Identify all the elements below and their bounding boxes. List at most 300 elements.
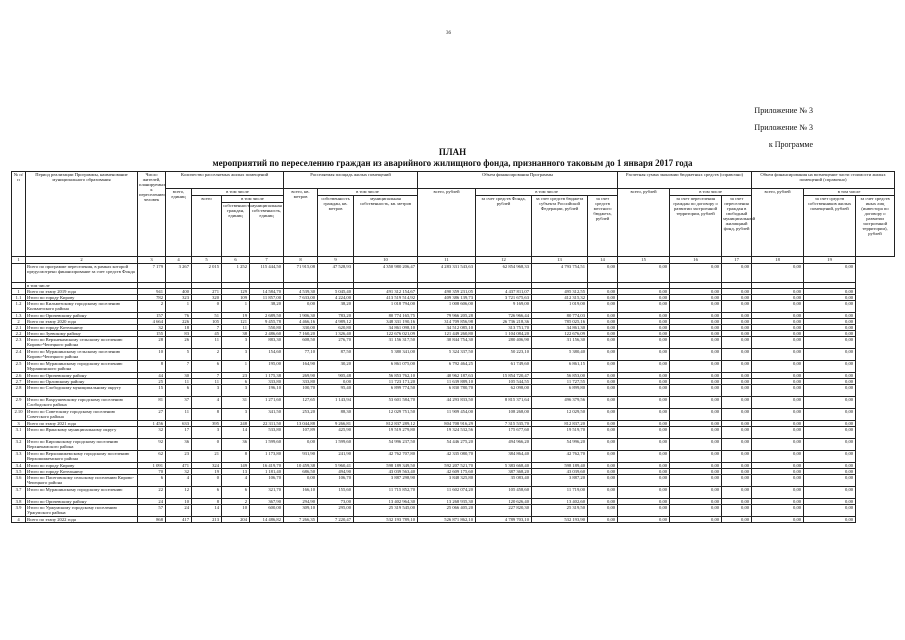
- row-value: 44: [138, 373, 166, 379]
- row-value: 0,00: [804, 295, 856, 301]
- row-value: 0,00: [722, 409, 752, 421]
- row-value: 0,00: [588, 427, 618, 439]
- row-value: 79 966 205,28: [418, 313, 476, 319]
- row-number: 3.4: [12, 463, 26, 469]
- row-value: 2 486,60: [250, 331, 284, 337]
- row-value: 0,00: [670, 499, 722, 505]
- row-number: 2.4: [12, 349, 26, 361]
- row-value: 15: [138, 385, 166, 397]
- row-value: 115 444,50: [250, 264, 284, 283]
- row-value: 62 098,00: [476, 385, 532, 397]
- row-name: Итого по Вахрушевскому городскому поселению Слободского района: [26, 397, 138, 409]
- row-value: 0,00: [670, 463, 722, 469]
- row-value: 0,00: [722, 373, 752, 379]
- row-value: 19: [192, 469, 222, 475]
- row-value: 14: [222, 427, 250, 439]
- row-value: 0,00: [722, 463, 752, 469]
- row-value: 0,00: [670, 397, 722, 409]
- row-value: 387 368,20: [476, 469, 532, 475]
- row-name: Итого по Уржумскому городскому поселению Уржумского района: [26, 505, 138, 517]
- row-value: 0,00: [752, 439, 804, 451]
- row-value: 295,00: [318, 505, 354, 517]
- row-value: 0,00: [722, 451, 752, 463]
- row-value: 14 486,82: [250, 517, 284, 523]
- row-value: 0,00: [670, 385, 722, 397]
- row-value: 280 406,90: [476, 337, 532, 349]
- row-value: 0,00: [588, 325, 618, 331]
- row-value: 3 887 298,90: [354, 475, 418, 487]
- row-value: 11 719,00: [532, 487, 588, 499]
- row-value: 109: [222, 295, 250, 301]
- column-index: 16: [670, 257, 722, 264]
- row-value: 1 181,40: [250, 469, 284, 475]
- row-value: 105: [192, 319, 222, 325]
- row-value: 19 519,70: [532, 427, 588, 439]
- row-value: 32: [138, 427, 166, 439]
- row-value: 12 029 751,50: [354, 409, 418, 421]
- row-value: 155: [138, 331, 166, 337]
- row-value: 80 774,03: [532, 313, 588, 319]
- row-value: 0,00: [722, 331, 752, 337]
- row-value: 0,00: [618, 409, 670, 421]
- row-value: 0,00: [752, 301, 804, 313]
- row-value: 324: [192, 463, 222, 469]
- row-value: 333,80: [284, 379, 318, 385]
- row-value: 0,00: [588, 475, 618, 487]
- row-value: 0: [192, 439, 222, 451]
- row-value: 0,00: [670, 264, 722, 283]
- row-value: 73,00: [318, 499, 354, 505]
- row-name: Итого по Мурашинскому городскому поселению Мурашинского района: [26, 361, 138, 373]
- row-value: 0,00: [804, 487, 856, 499]
- row-value: 6: [138, 475, 166, 487]
- row-value: 0,00: [722, 505, 752, 517]
- row-value: 0,00: [670, 337, 722, 349]
- row-value: 0,00: [670, 487, 722, 499]
- row-value: 107,89: [284, 427, 318, 439]
- row-value: 253,20: [284, 409, 318, 421]
- row-value: 0,00: [752, 463, 804, 469]
- row-value: 44 293 833,50: [418, 397, 476, 409]
- row-value: 9 455,78: [250, 319, 284, 325]
- row-value: 34 861 098,10: [354, 325, 418, 331]
- row-value: 32: [166, 469, 192, 475]
- header-extra-fund: Объем финансирования на возмещение части стоимости жилых помещений (справочно): [752, 172, 895, 189]
- row-value: 56 853,00: [532, 373, 588, 379]
- row-value: 491 312 154,67: [354, 289, 418, 295]
- row-value: 0,00: [618, 325, 670, 331]
- row-value: 26 736 218,36: [476, 319, 532, 325]
- table-row: [12, 337, 895, 349]
- row-value: 166,10: [284, 487, 318, 499]
- column-index: 18: [752, 257, 804, 264]
- row-value: 0,00: [722, 421, 752, 427]
- row-value: 0,00: [618, 313, 670, 319]
- row-value: 121 449 260,80: [418, 331, 476, 337]
- row-number: 1.2: [12, 301, 26, 313]
- row-value: 6: [222, 487, 250, 499]
- row-value: 0,00: [804, 397, 856, 409]
- row-value: 0,00: [752, 325, 804, 331]
- row-value: 30: [166, 373, 192, 379]
- row-value: 0,00: [670, 439, 722, 451]
- header-name: Период реализации Программы, наименование муниципального образования: [26, 172, 138, 257]
- row-value: 0,00: [804, 373, 856, 379]
- row-value: 0,00: [752, 397, 804, 409]
- row-value: 10: [222, 505, 250, 517]
- header-finance: Объем финансирования Программы: [418, 172, 618, 189]
- row-value: 532 193,90: [532, 517, 588, 523]
- row-value: 0,00: [804, 463, 856, 469]
- row-value: 4: [166, 475, 192, 487]
- row-value: 0,00: [752, 337, 804, 349]
- row-name: Итого по Кирсинскому городскому поселению Верхнекамского района: [26, 439, 138, 451]
- header-local: за счет средств местного бюджета, рублей: [588, 196, 618, 257]
- row-value: 0,00: [722, 475, 752, 487]
- table-row: [12, 397, 895, 409]
- row-value: 495 312,55: [532, 289, 588, 295]
- row-value: 0,00: [752, 385, 804, 397]
- row-number: 2.6: [12, 373, 26, 379]
- row-value: 0,00: [588, 361, 618, 373]
- row-number: 1.1: [12, 295, 26, 301]
- row-value: 0,00: [618, 469, 670, 475]
- row-value: 9 266,81: [318, 421, 354, 427]
- header-num: № п/п: [12, 172, 26, 257]
- row-value: 341,50: [250, 409, 284, 421]
- header-total-rub: всего, рублей: [418, 189, 476, 257]
- row-value: 149: [222, 463, 250, 469]
- row-value: 6 830 780,70: [418, 385, 476, 397]
- row-value: 25: [138, 379, 166, 385]
- row-value: 0,00: [588, 289, 618, 295]
- row-value: 0,00: [588, 517, 618, 523]
- row-value: 0,00: [804, 361, 856, 373]
- row-value: 81: [138, 397, 166, 409]
- row-value: 0,00: [722, 469, 752, 475]
- row-value: 0,00: [588, 295, 618, 301]
- header-including: в том числе: [804, 189, 895, 196]
- row-value: 11 715 852,70: [354, 487, 418, 499]
- column-index: 2: [26, 257, 138, 264]
- row-value: 3 267: [166, 264, 192, 283]
- row-value: 6: [166, 385, 192, 397]
- row-value: 54 996 237,50: [354, 439, 418, 451]
- header-including: в том числе: [222, 196, 284, 203]
- row-value: 38,20: [318, 301, 354, 313]
- row-value: 0,00: [752, 475, 804, 487]
- row-name: Итого по Орловскому району: [26, 379, 138, 385]
- row-value: 0,00: [670, 325, 722, 331]
- row-value: 0,00: [618, 373, 670, 379]
- header-f1: за счет средств собственников жилых помещений, рублей: [804, 196, 856, 257]
- row-value: 164,90: [284, 361, 318, 373]
- row-value: 0,00: [588, 505, 618, 517]
- row-value: 2: [138, 301, 166, 313]
- row-value: 4 466,16: [284, 319, 318, 325]
- row-value: 0,00: [284, 475, 318, 487]
- row-number: 2.8: [12, 385, 26, 397]
- row-value: 0,00: [618, 264, 670, 283]
- row-value: 0,00: [618, 475, 670, 487]
- row-value: 226: [166, 319, 192, 325]
- row-value: 9 169,00: [476, 301, 532, 313]
- header-private: собственность граждан, единиц: [222, 203, 250, 257]
- row-number: 3.1: [12, 427, 26, 439]
- row-value: 80 774 165,75: [354, 313, 418, 319]
- header-f2: за счет средств иных лиц (инвестора по договору о развитии застроенной территории), рублей: [856, 196, 895, 257]
- row-value: 3: [192, 427, 222, 439]
- row-value: 395: [192, 421, 222, 427]
- row-value: 30 844 754,30: [418, 337, 476, 349]
- row-value: 0,00: [670, 421, 722, 427]
- row-value: 5 324 337,50: [418, 349, 476, 361]
- row-value: 0,00: [618, 361, 670, 373]
- column-index: 8: [284, 257, 318, 264]
- row-value: 36: [166, 439, 192, 451]
- header-including: в том числе: [192, 189, 284, 196]
- row-value: 1: [222, 361, 250, 373]
- row-value: 10 459,38: [284, 463, 318, 469]
- page-number: 36: [446, 31, 451, 36]
- row-value: 92: [138, 439, 166, 451]
- row-value: 32: [138, 325, 166, 331]
- row-value: 22: [138, 487, 166, 499]
- row-value: 0,00: [588, 421, 618, 427]
- table-row: [12, 361, 895, 373]
- row-number: 3.6: [12, 475, 26, 487]
- row-value: 0,00: [618, 301, 670, 313]
- row-value: 348 331 190,16: [354, 319, 418, 325]
- table-row: [12, 451, 895, 463]
- row-value: 0,00: [588, 301, 618, 313]
- row-value: 0,00: [752, 499, 804, 505]
- row-value: 0,00: [722, 499, 752, 505]
- row-value: 409 386 139,73: [418, 295, 476, 301]
- row-name: Итого по Пасеговскому сельскому поселению Кирово-Чепецкого района: [26, 475, 138, 487]
- row-value: 23: [222, 373, 250, 379]
- row-value: 471: [166, 463, 192, 469]
- row-name: Всего по этапу 2019 года: [26, 289, 138, 295]
- row-value: 4 793 754,51: [532, 264, 588, 283]
- column-index: 15: [618, 257, 670, 264]
- table-row: [12, 409, 895, 421]
- column-index: 19: [804, 257, 856, 264]
- row-value: 726 966,44: [476, 313, 532, 319]
- table-row: [12, 349, 895, 361]
- row-value: 13: [222, 469, 250, 475]
- title-line1: ПЛАН: [438, 147, 467, 157]
- table-row: [12, 301, 895, 313]
- row-value: 11: [222, 325, 250, 331]
- column-index: 10: [354, 257, 418, 264]
- table-header: [12, 172, 895, 264]
- row-value: 25 319 545,00: [354, 505, 418, 517]
- row-value: 905,48: [318, 373, 354, 379]
- row-value: 7 179: [138, 264, 166, 283]
- row-value: 0,00: [618, 439, 670, 451]
- row-value: 1 599,60: [318, 439, 354, 451]
- header-total-rub: всего, рублей: [752, 189, 804, 257]
- header-municipal: муниципальная собственность, единиц: [250, 203, 284, 257]
- row-value: 3 721 675,63: [476, 295, 532, 301]
- header-e1: за счет переселения граждан по договору о развитии застроенной территории, рублей: [670, 196, 722, 257]
- row-value: 0,00: [804, 499, 856, 505]
- row-value: 54 446 275,20: [418, 439, 476, 451]
- row-value: 0,00: [804, 325, 856, 331]
- row-value: 0,00: [722, 517, 752, 523]
- row-name: Итого по Верхошижемскому городскому поселению Верхошижемского района: [26, 451, 138, 463]
- row-value: 5 380,40: [532, 349, 588, 361]
- row-value: 0,00: [752, 379, 804, 385]
- row-value: 0,00: [752, 373, 804, 379]
- row-value: 490 359 231,05: [418, 289, 476, 295]
- row-value: 154,60: [250, 349, 284, 361]
- row-value: 6: [192, 361, 222, 373]
- row-value: 0,00: [670, 295, 722, 301]
- row-number: 3.5: [12, 469, 26, 475]
- row-value: 0,00: [670, 349, 722, 361]
- row-value: 0,00: [722, 313, 752, 319]
- row-value: 0,00: [670, 469, 722, 475]
- row-value: 61 749,60: [476, 361, 532, 373]
- row-value: 6: [222, 379, 250, 385]
- row-value: 0,00: [618, 337, 670, 349]
- header-apartments: Количество расселяемых жилых помещений: [166, 172, 284, 189]
- row-value: 7 315 535,70: [476, 421, 532, 427]
- row-value: 13 402,60: [532, 499, 588, 505]
- row-value: 8: [138, 361, 166, 373]
- row-value: 7: [166, 361, 192, 373]
- row-value: 127,65: [284, 397, 318, 409]
- row-value: 47 528,93: [318, 264, 354, 283]
- row-number: 3: [12, 421, 26, 427]
- row-name: Итого по Верхнекамскому сельскому поселению Кирово-Чепецкого района: [26, 337, 138, 349]
- header-total: [166, 189, 192, 257]
- table-row: [12, 475, 895, 487]
- row-value: 0,00: [588, 264, 618, 283]
- table-body: [12, 264, 895, 523]
- table-row: [12, 264, 895, 283]
- row-name: Итого по Оричевскому району: [26, 313, 138, 319]
- row-value: 54 996,20: [532, 439, 588, 451]
- row-value: 5 380 341,00: [354, 349, 418, 361]
- row-value: 0,00: [618, 397, 670, 409]
- row-value: 783,20: [318, 313, 354, 319]
- row-value: 0,00: [804, 505, 856, 517]
- row-value: 0,00: [588, 379, 618, 385]
- row-value: 550,80: [250, 325, 284, 331]
- row-number: 4: [12, 517, 26, 523]
- row-value: 330,00: [284, 325, 318, 331]
- row-value: 276,70: [318, 337, 354, 349]
- row-value: 400: [166, 289, 192, 295]
- row-value: 0,00: [722, 361, 752, 373]
- row-value: 0,00: [618, 421, 670, 427]
- row-value: 11 723 171,20: [354, 379, 418, 385]
- row-value: 2: [192, 349, 222, 361]
- row-value: 0,00: [670, 373, 722, 379]
- row-value: 0,00: [588, 409, 618, 421]
- row-value: 0,00: [618, 463, 670, 469]
- row-value: 31 156,30: [532, 337, 588, 349]
- row-name: Итого по городу Котельничу: [26, 469, 138, 475]
- row-value: 6 861 075,00: [354, 361, 418, 373]
- column-index: 4: [166, 257, 192, 264]
- row-value: 0,00: [722, 439, 752, 451]
- row-value: 88,30: [318, 409, 354, 421]
- row-value: 1: [222, 301, 250, 313]
- row-value: 608,50: [284, 337, 318, 349]
- appendix-line: к Программе: [768, 140, 813, 149]
- row-value: 686,50: [284, 469, 318, 475]
- row-value: 196,10: [250, 385, 284, 397]
- row-value: 413 519 514,92: [354, 295, 418, 301]
- row-value: 23: [166, 451, 192, 463]
- row-name: Итого по Кильмезскому городскому поселению Кильмезского района: [26, 301, 138, 313]
- row-value: 11 857,00: [250, 295, 284, 301]
- row-value: 0,00: [588, 319, 618, 325]
- header-total-rub: всего, рублей: [618, 189, 670, 257]
- row-name: Итого по Мурашинскому сельскому поселению Кирово-Чепецкого района: [26, 349, 138, 361]
- row-value: 12 029,50: [532, 409, 588, 421]
- row-value: 294,90: [284, 499, 318, 505]
- row-value: 27: [138, 409, 166, 421]
- row-value: 0,00: [618, 379, 670, 385]
- table-row: [12, 505, 895, 517]
- row-value: 51: [192, 313, 222, 319]
- row-value: 10: [166, 499, 192, 505]
- row-value: 0,00: [804, 469, 856, 475]
- row-value: 3: [192, 385, 222, 397]
- row-value: 4 989,12: [318, 319, 354, 325]
- row-value: 0,00: [618, 331, 670, 337]
- row-value: 1 143,94: [318, 397, 354, 409]
- row-value: 804 708 916,29: [418, 421, 476, 427]
- row-value: 13 044,88: [284, 421, 318, 427]
- row-value: 0,00: [670, 313, 722, 319]
- row-value: 323: [166, 295, 192, 301]
- row-value: 53 601 584,70: [354, 397, 418, 409]
- row-value: 0,00: [804, 301, 856, 313]
- row-value: 367,90: [250, 499, 284, 505]
- row-value: 0,00: [722, 295, 752, 301]
- row-value: 0,00: [670, 331, 722, 337]
- row-value: 4 437 811,07: [476, 289, 532, 295]
- row-value: 6 899,80: [532, 385, 588, 397]
- row-value: 36: [222, 439, 250, 451]
- row-value: 0,00: [618, 295, 670, 301]
- row-value: 76: [166, 313, 192, 319]
- row-number: 3.3: [12, 451, 26, 463]
- row-value: 496 379,56: [532, 397, 588, 409]
- row-value: 4 789 703,10: [476, 517, 532, 523]
- header-municipal-area: муниципальная собственность, кв. метров: [354, 196, 418, 257]
- row-value: 0,00: [804, 319, 856, 325]
- appendix-note: [754, 102, 813, 153]
- row-value: 11 909 454,00: [418, 409, 476, 421]
- row-value: 526 871 862,10: [418, 517, 476, 523]
- row-value: 31: [222, 397, 250, 409]
- row-value: 11: [192, 379, 222, 385]
- row-name: Всего по этапу 2022 года: [26, 517, 138, 523]
- row-value: 14: [192, 505, 222, 517]
- document-title: [0, 147, 905, 169]
- row-value: 5 960,41: [318, 463, 354, 469]
- row-value: 1: [166, 301, 192, 313]
- row-value: 0,00: [804, 349, 856, 361]
- row-value: 157: [138, 313, 166, 319]
